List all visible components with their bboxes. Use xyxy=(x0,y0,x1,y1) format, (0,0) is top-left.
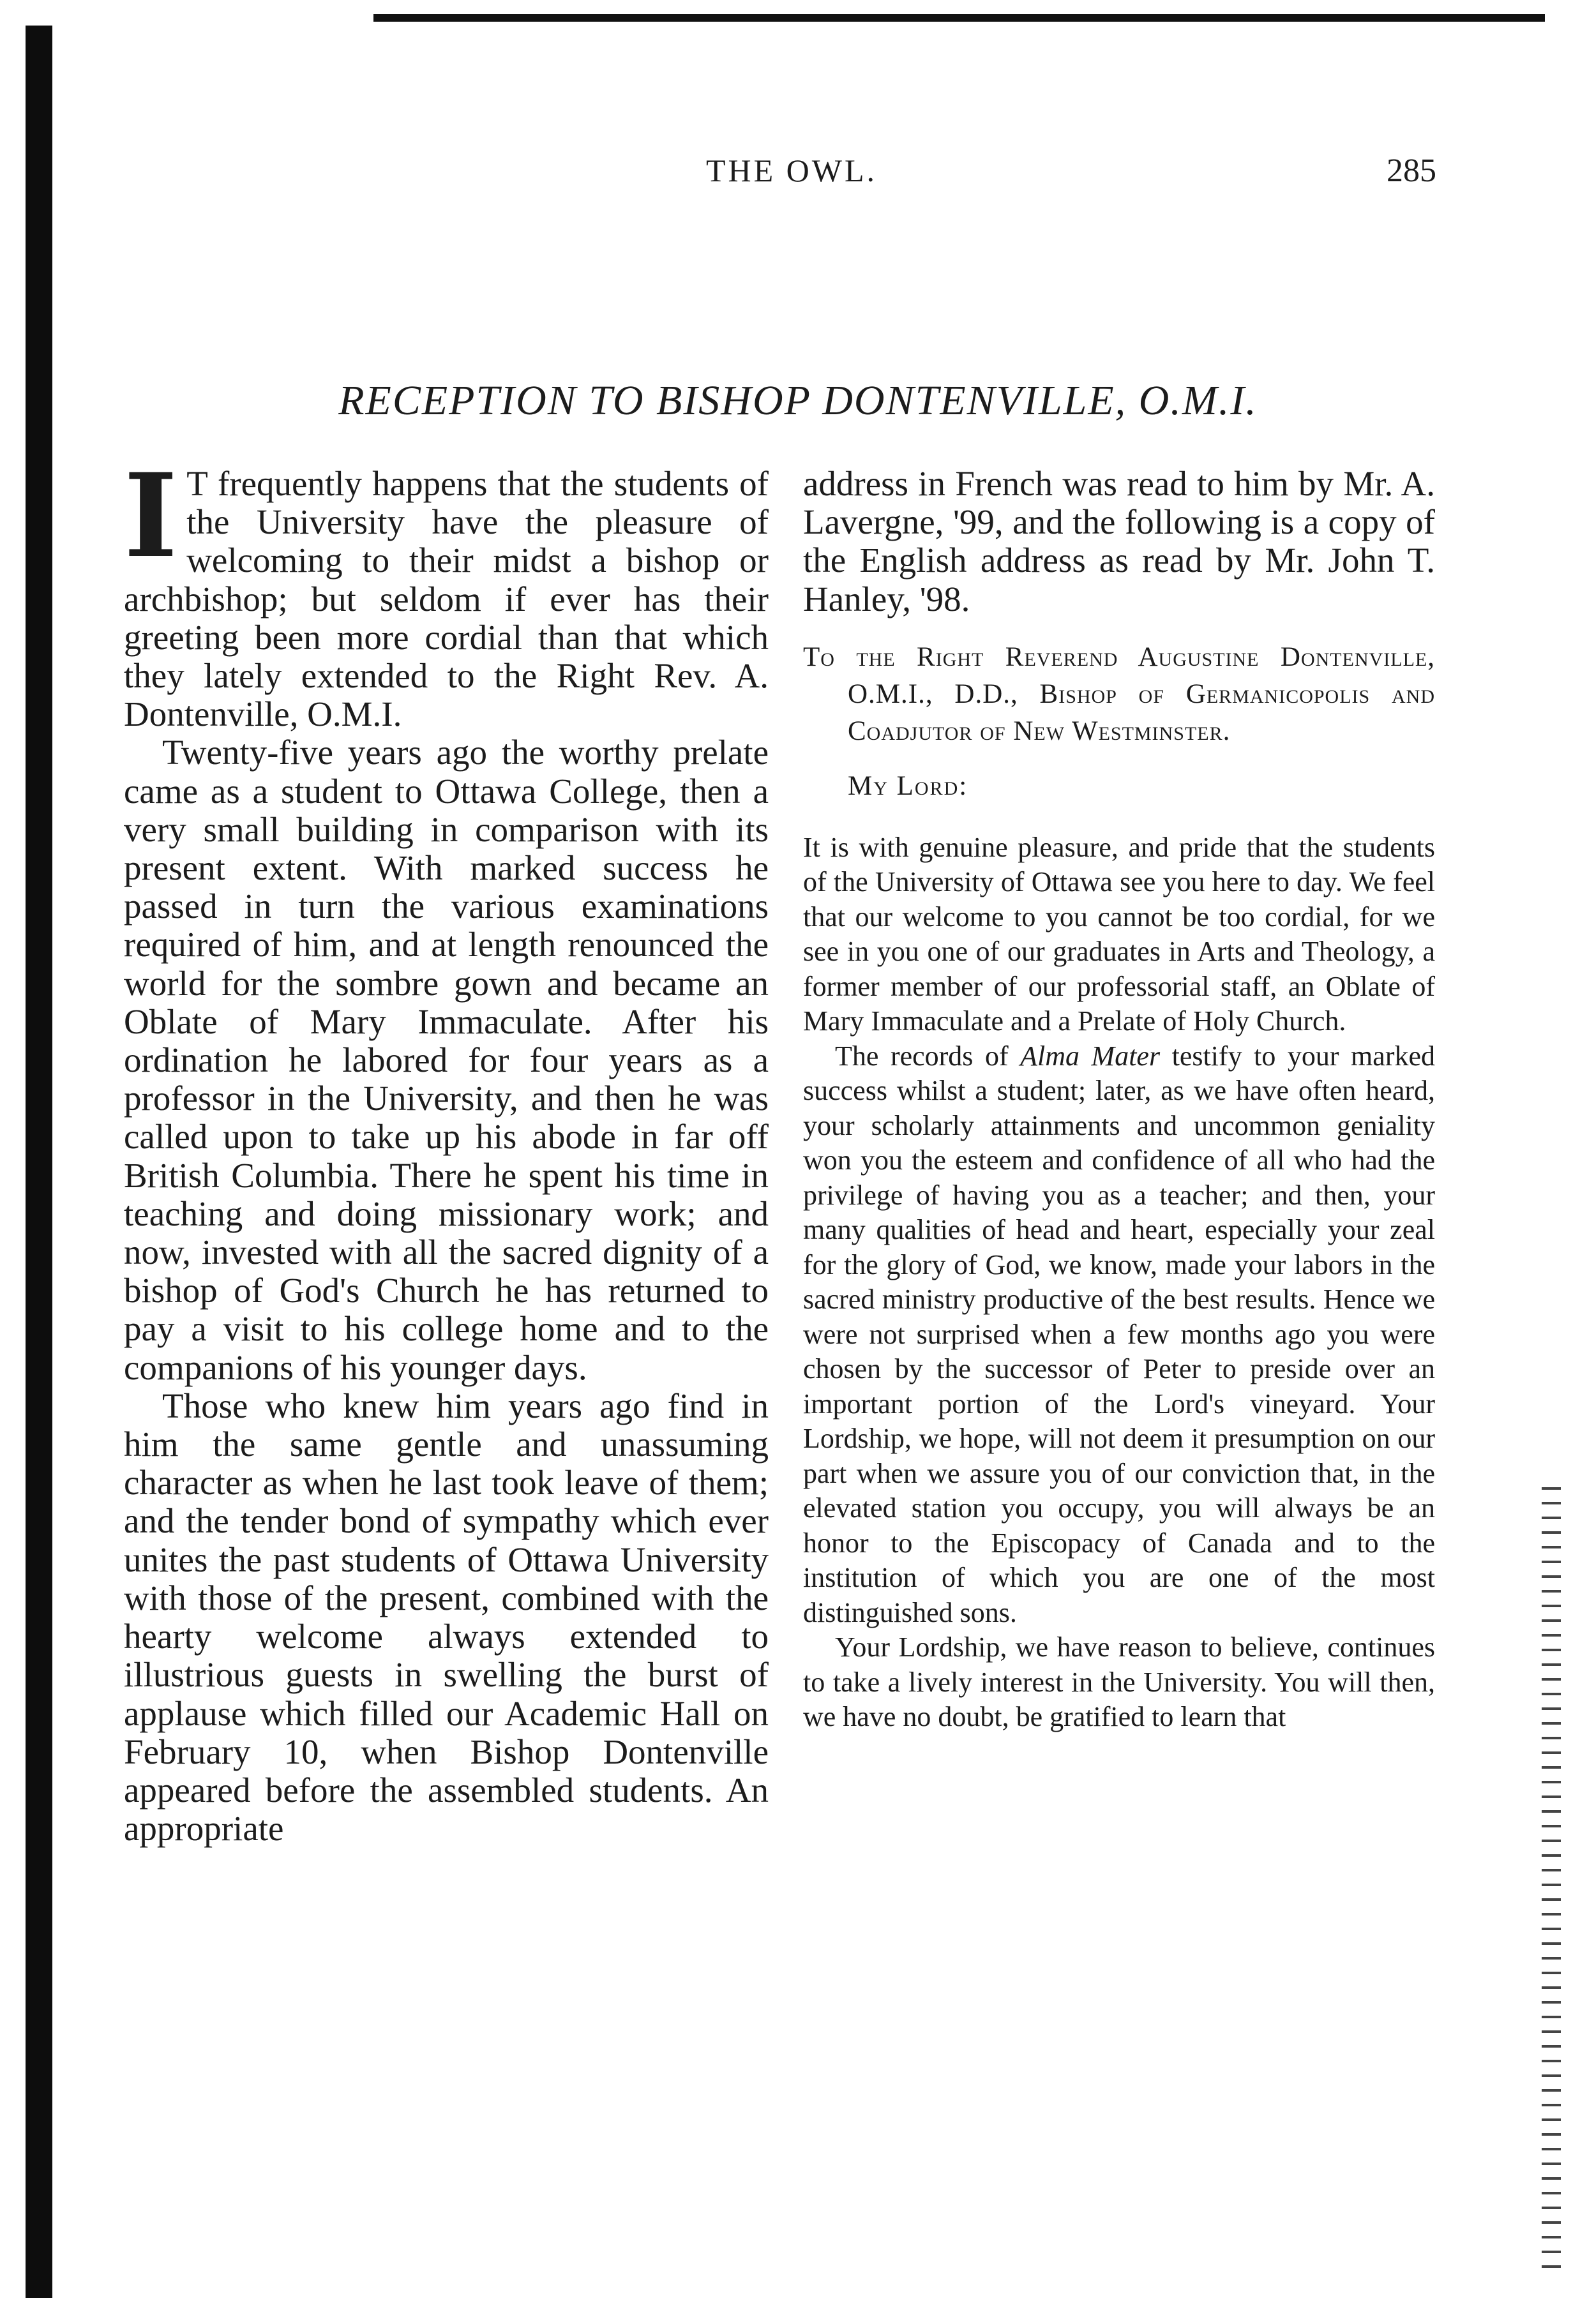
drop-cap: I xyxy=(124,449,178,583)
right-column xyxy=(803,465,1435,1735)
alma-mater-italic: Alma Mater xyxy=(1020,1040,1161,1072)
address-paragraph-3: Your Lordship, we have reason to believe, continues to take a lively interest in the University. You will then, we have no doubt, be gratified to learn that xyxy=(803,1631,1435,1733)
running-title: THE OWL. xyxy=(705,153,878,188)
left-column xyxy=(124,449,769,1848)
address-paragraph-1: It is with genuine pleasure, and pride that the students of the University of Ottawa see you here to day. We feel that our welcome to you cannot be too cordial, for we see in you one of our graduates in Arts and Theology, a former member of our professorial staff, an Oblate of Mary Immaculate and a Prelate of Holy Church. xyxy=(803,831,1435,1037)
right-paragraph-1: address in French was read to him by Mr. A. Lavergne, '99, and the following is a copy of the English address as read by Mr. John T. Hanley, '98. xyxy=(803,464,1435,618)
address-paragraph-2-rest: testify to your marked success whilst a student; later, as we have often heard, your scholarly attainments and uncommon geniality won you the esteem and confidence of all who had the privilege of having you as a teacher; and then, your many qualities of head and heart, especially your zeal for the glory of God, we know, made your labors in the sacred ministry productive of the best results. Hence we were not surprised when a few months ago you were chosen by the successor of Peter to preside over an important portion of the Lord's vineyard. Your Lordship, we hope, will not deem it presumption on our part when we assure you of our conviction that, in the elevated station you occupy, you will always be an honor to the Episcopacy of Canada and to the institution of which you are one of the most distinguished sons. xyxy=(803,1040,1435,1628)
page-header xyxy=(0,152,1587,197)
paragraph-3: Those who knew him years ago find in him the same gentle and unassuming character as when he last took leave of them; and the tender bond of sympathy which ever unites the past students of Ottawa University with those of the present, combined with the hearty welcome always extended to illustrious guests in swelling the burst of applause which filled our Academic Hall on February 10, when Bishop Dontenville appeared before the assembled students. An appropriate xyxy=(124,1386,769,1848)
margin-marks xyxy=(1542,1487,1561,2279)
paragraph-1-text: T frequently happens that the students of the University have the pleasure of welcoming to their midst a bishop or archbishop; but seldom if ever has their greeting been more cordial than that which they lately extended to the Right Rev. A. Dontenville, O.M.I. xyxy=(124,464,769,734)
binding-edge xyxy=(26,26,52,2298)
page-number: 285 xyxy=(1387,153,1436,189)
article-title: RECEPTION TO BISHOP DONTENVILLE, O.M.I. xyxy=(338,377,1258,424)
address-paragraph-2-start: The records of xyxy=(835,1040,1021,1072)
paragraph-2: Twenty-five years ago the worthy prelate came as a student to Ottawa College, then a very small building in comparison with its present extent. With marked success he passed in turn the various examinations required of him, and at length renounced the world for the sombre gown and became an Oblate of Mary Immaculate. After his ordination he labored for four years as a professor in the University, and then he was called upon to take up his abode in far off British Columbia. There he spent his time in teaching and doing missionary work; and now, invested with all the sacred dignity of a bishop of God's Church he has returned to pay a visit to his college home and to the companions of his younger days. xyxy=(124,733,769,1387)
salutation: My Lord: xyxy=(848,770,968,801)
address-heading: To the Right Reverend Augustine Dontenville, O.M.I., D.D., Bishop of Germanicopolis and Coadjutor of New Westminster. xyxy=(803,641,1435,746)
address-paragraph-2 xyxy=(803,1039,1435,1631)
paragraph-1 xyxy=(124,449,769,734)
top-rule xyxy=(373,14,1545,22)
